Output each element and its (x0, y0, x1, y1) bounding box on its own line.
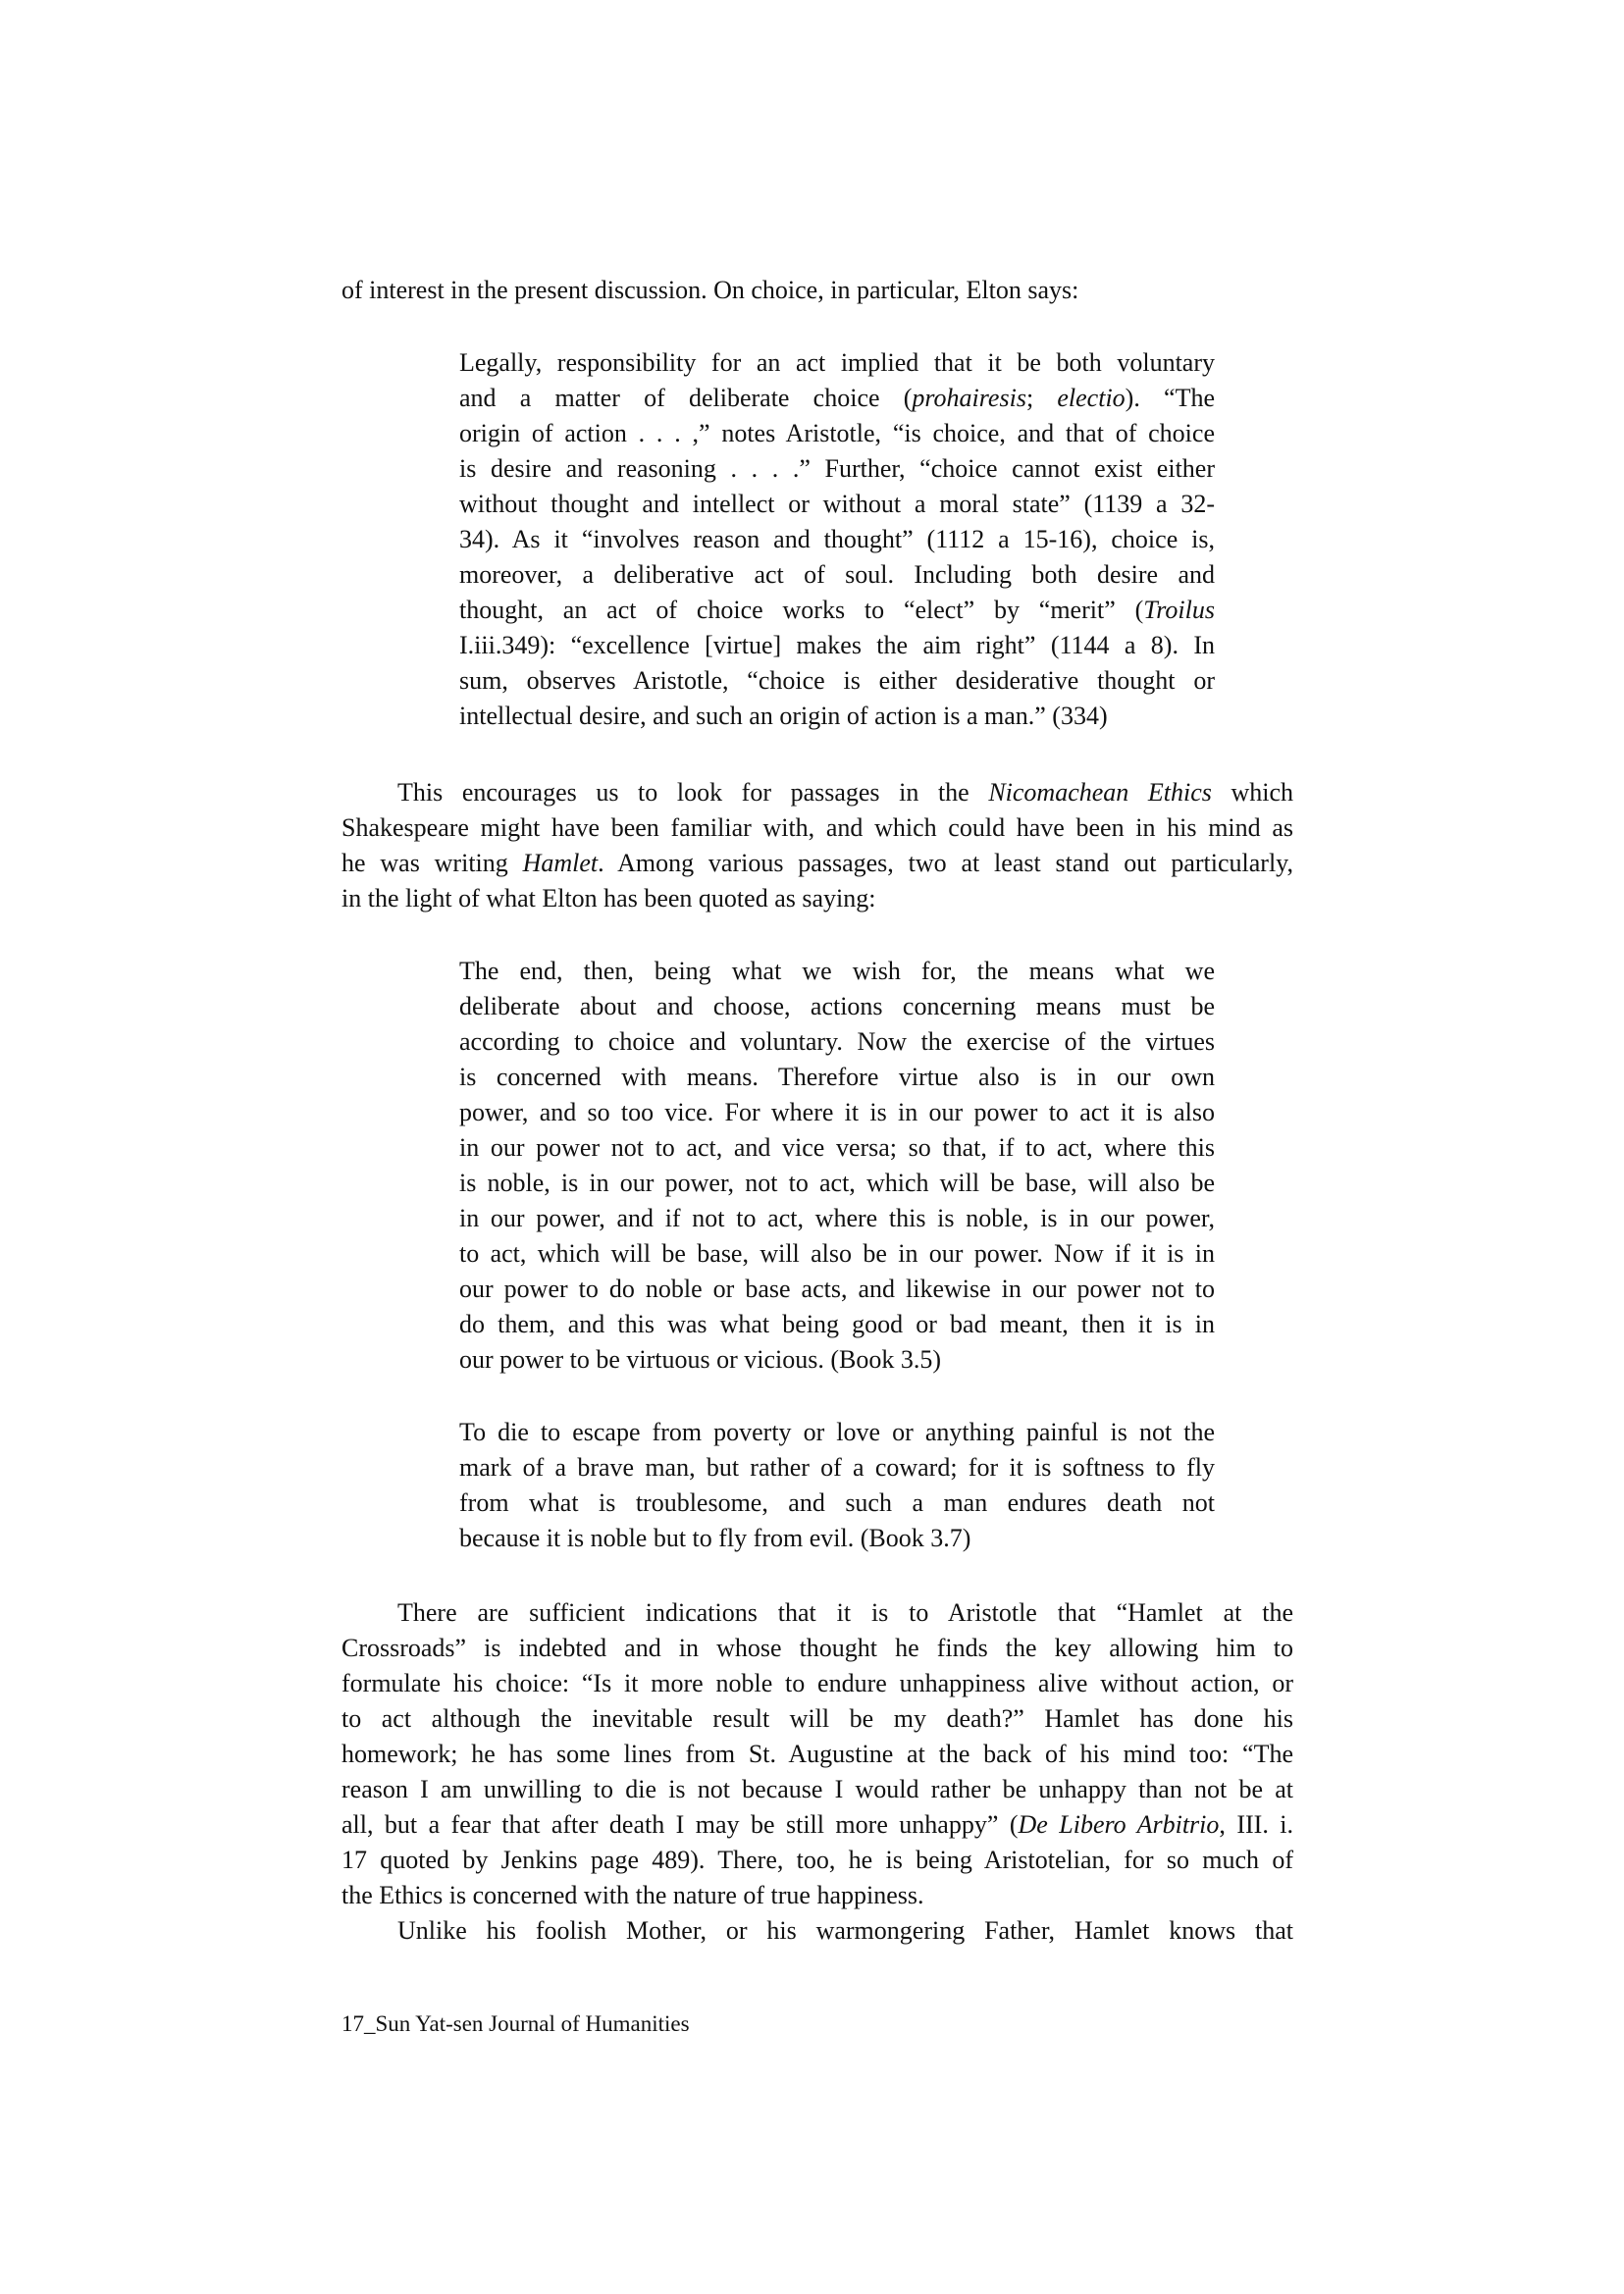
quote-italic-text: prohairesis (912, 384, 1026, 412)
body-line (341, 1631, 1293, 1666)
footer-text: 17_Sun Yat-sen Journal of Humanities (341, 2011, 690, 2036)
body-text: reason I am unwilling to die is not because I would rather be unhappy than not be at (341, 1775, 1293, 1803)
quote-line (459, 593, 1215, 628)
body-text: . Among various passages, two at least stand out particularly, (598, 849, 1293, 877)
quote-line (459, 1272, 1215, 1307)
body-italic-text: De Libero Arbitrio (1018, 1810, 1220, 1839)
quote-line (459, 1307, 1215, 1342)
body-line (341, 1843, 1293, 1878)
body-line (397, 1913, 1293, 1949)
body-line (341, 881, 875, 916)
body-italic-text: Nicomachean Ethics (988, 778, 1212, 807)
body-line (341, 1666, 1293, 1701)
quote-text: in our power, and if not to act, where this is noble, is in our power, (459, 1204, 1215, 1232)
quote-text: To die to escape from poverty or love or anything painful is not the (459, 1418, 1215, 1446)
quote-text: is desire and reasoning . . . .” Further, “choice cannot exist either (459, 454, 1215, 483)
quote-line (459, 1236, 1215, 1272)
intro-text: of interest in the present discussion. On choice, in particular, Elton says: (341, 276, 1079, 304)
quote-italic-text: electio (1057, 384, 1126, 412)
quote-line (459, 381, 1215, 416)
quote-text: intellectual desire, and such an origin of action is a man.” (334) (459, 702, 1108, 730)
quote-text: because it is noble but to fly from evil. (Book 3.7) (459, 1524, 971, 1552)
quote-line (459, 699, 1108, 734)
quote-text: do them, and this was what being good or bad meant, then it is in (459, 1310, 1215, 1338)
quote-text: from what is troublesome, and such a man endures death not (459, 1488, 1215, 1517)
body-text: which (1211, 778, 1293, 807)
quote-text: in our power not to act, and vice versa; so that, if to act, where this (459, 1133, 1215, 1162)
quote-text: moreover, a deliberative act of soul. Including both desire and (459, 560, 1215, 589)
quote-line (459, 1201, 1215, 1236)
quote-line (459, 1060, 1215, 1095)
body-line (397, 775, 1293, 810)
quote-line (459, 1166, 1215, 1201)
quote-line (459, 1095, 1215, 1130)
quote-text: is concerned with means. Therefore virtue also is in our own (459, 1063, 1215, 1091)
body-line (341, 1878, 923, 1913)
quote-line (459, 416, 1215, 451)
quote-line (459, 1024, 1215, 1060)
quote-text: mark of a brave man, but rather of a coward; for it is softness to fly (459, 1453, 1215, 1482)
quote-line (459, 663, 1215, 699)
body-text: Unlike his foolish Mother, or his warmongering Father, Hamlet knows that (397, 1916, 1293, 1945)
body-line (341, 810, 1293, 846)
body-text: all, but a fear that after death I may be still more unhappy” ( (341, 1810, 1019, 1839)
quote-italic-text: Troilus (1143, 596, 1215, 624)
quote-line (459, 954, 1215, 989)
quote-text: origin of action . . . ,” notes Aristotle, “is choice, and that of choice (459, 419, 1215, 447)
quote-text: without thought and intellect or without a moral state” (1139 a 32- (459, 490, 1215, 518)
body-line (341, 1701, 1293, 1737)
quote-text: 34). As it “involves reason and thought” (1112 a 15-16), choice is, (459, 525, 1215, 553)
body-text: to act although the inevitable result will be my death?” Hamlet has done his (341, 1704, 1293, 1733)
intro-line (341, 273, 1078, 308)
quote-text: The end, then, being what we wish for, the means what we (459, 957, 1215, 985)
quote-text: thought, an act of choice works to “elect” by “merit” ( (459, 596, 1144, 624)
body-text: in the light of what Elton has been quoted as saying: (341, 884, 876, 912)
body-line (341, 846, 1293, 881)
body-text: Shakespeare might have been familiar with, and which could have been in his mind as (341, 813, 1293, 842)
quote-line (459, 451, 1215, 487)
body-text: , III. i. (1219, 1810, 1293, 1839)
quote-line (459, 522, 1215, 557)
body-line (341, 1772, 1293, 1807)
quote-text: ; (1025, 384, 1058, 412)
quote-line (459, 989, 1215, 1024)
body-line (341, 1737, 1293, 1772)
quote-text: power, and so too vice. For where it is in our power to act it is also (459, 1098, 1215, 1126)
quote-line (459, 345, 1215, 381)
quote-line (459, 1130, 1215, 1166)
quote-line (459, 1521, 970, 1556)
quote-text: and a matter of deliberate choice ( (459, 384, 913, 412)
page-footer (341, 2009, 690, 2039)
quote-text: our power to do noble or base acts, and likewise in our power not to (459, 1275, 1215, 1303)
quote-line (459, 1486, 1215, 1521)
quote-text: our power to be virtuous or vicious. (Book 3.5) (459, 1345, 942, 1374)
quote-text: sum, observes Aristotle, “choice is either desiderative thought or (459, 666, 1215, 695)
body-text: There are sufficient indications that it is to Aristotle that “Hamlet at the (397, 1598, 1293, 1627)
quote-line (459, 1415, 1215, 1450)
quote-line (459, 1342, 941, 1378)
body-text: 17 quoted by Jenkins page 489). There, too, he is being Aristotelian, for so much of (341, 1846, 1293, 1874)
body-text: he was writing (341, 849, 523, 877)
quote-text: ). “The (1125, 384, 1216, 412)
quote-line (459, 557, 1215, 593)
body-text: This encourages us to look for passages in the (397, 778, 989, 807)
quote-line (459, 487, 1215, 522)
quote-text: deliberate about and choose, actions concerning means must be (459, 992, 1215, 1020)
quote-text: I.iii.349): “excellence [virtue] makes the aim right” (1144 a 8). In (459, 631, 1215, 659)
body-line (397, 1595, 1293, 1631)
quote-text: Legally, responsibility for an act implied that it be both voluntary (459, 348, 1215, 377)
body-text: formulate his choice: “Is it more noble to endure unhappiness alive without action, or (341, 1669, 1293, 1697)
quote-text: according to choice and voluntary. Now the exercise of the virtues (459, 1027, 1215, 1056)
body-text: homework; he has some lines from St. Augustine at the back of his mind too: “The (341, 1740, 1293, 1768)
body-italic-text: Hamlet (522, 849, 599, 877)
quote-line (459, 628, 1215, 663)
quote-text: is noble, is in our power, not to act, which will be base, will also be (459, 1169, 1215, 1197)
body-text: Crossroads” is indebted and in whose thought he finds the key allowing him to (341, 1634, 1293, 1662)
body-text: the Ethics is concerned with the nature of true happiness. (341, 1881, 924, 1909)
quote-line (459, 1450, 1215, 1486)
body-line (341, 1807, 1293, 1843)
quote-text: to act, which will be base, will also be in our power. Now if it is in (459, 1239, 1215, 1268)
